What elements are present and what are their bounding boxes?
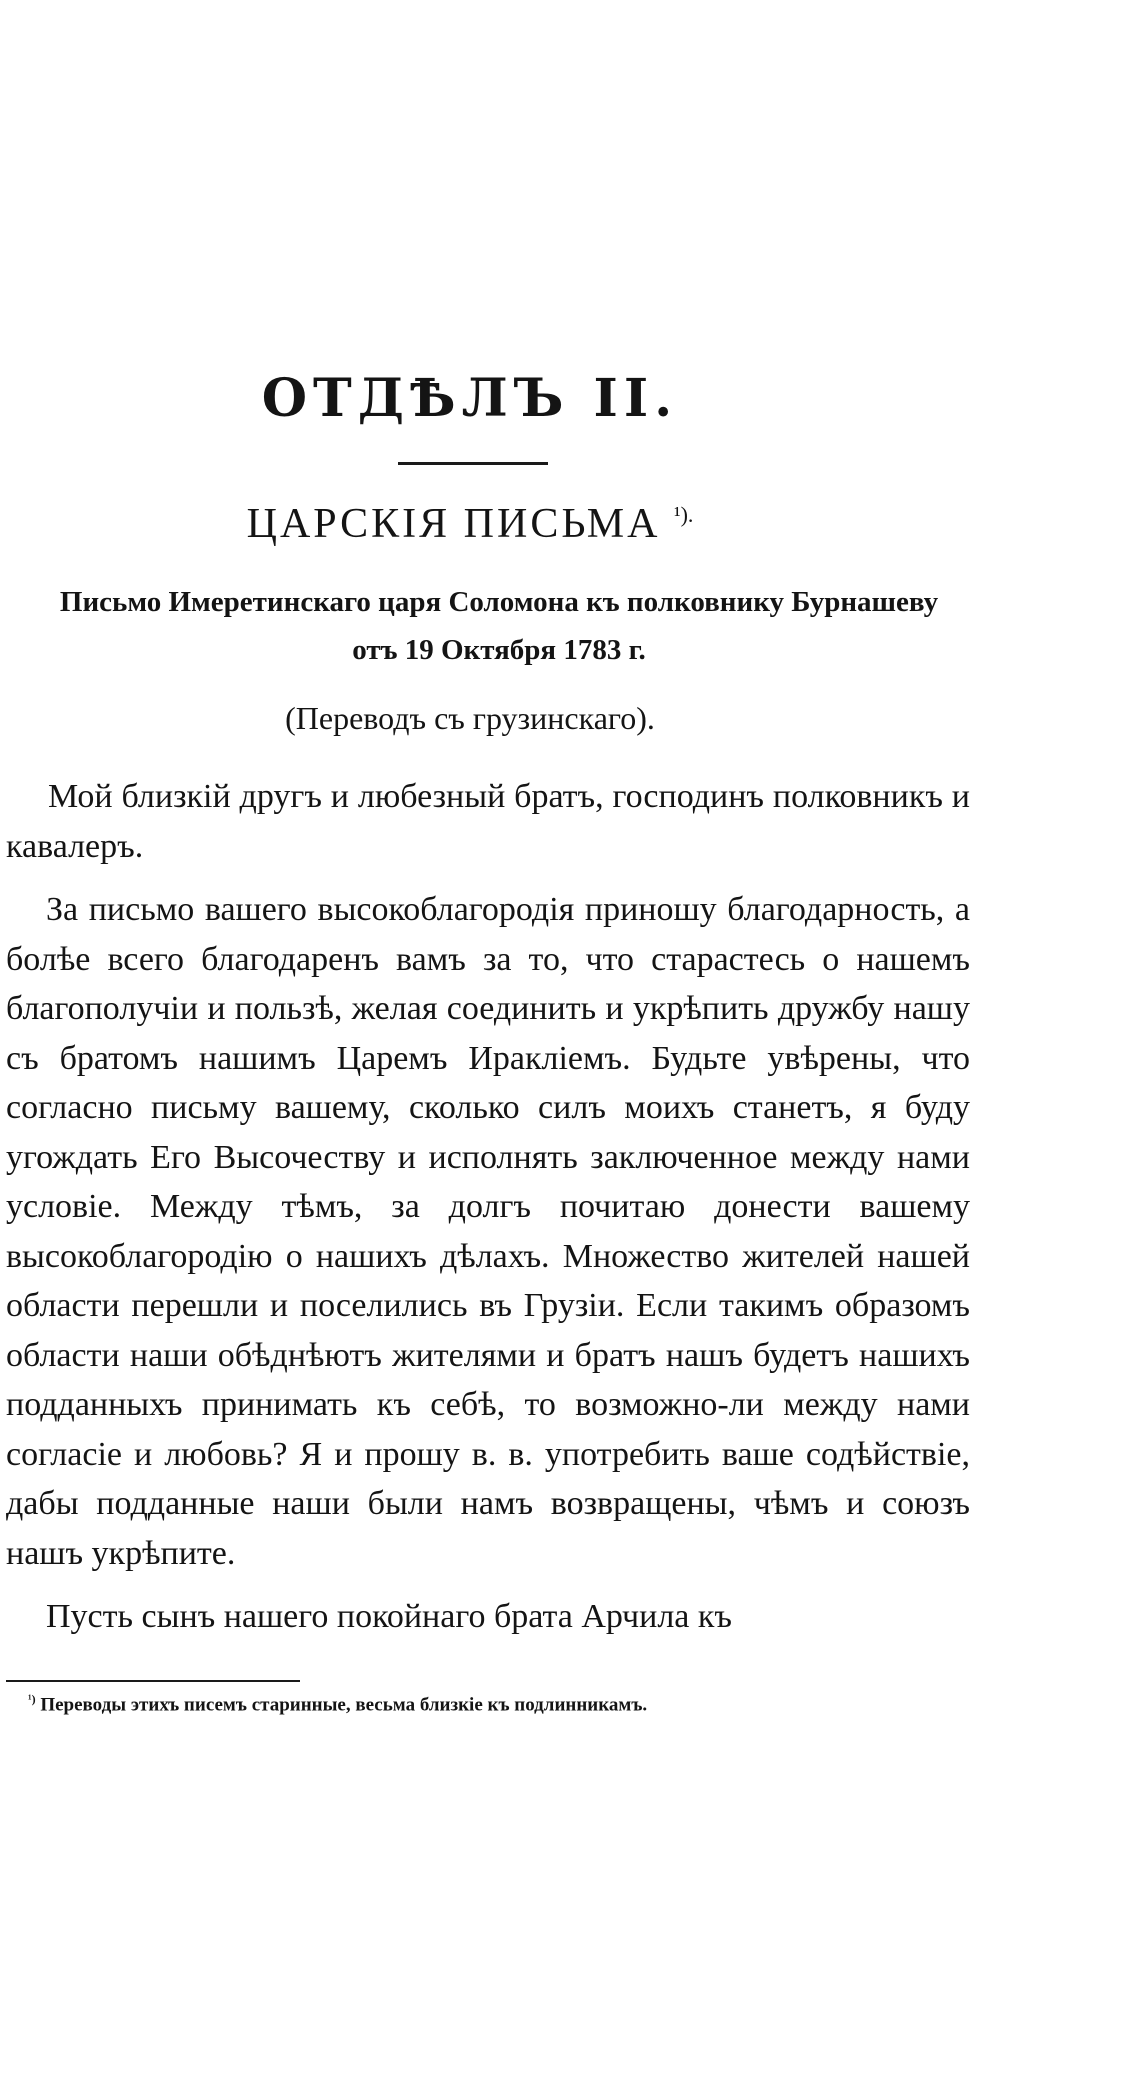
section-title: ОТДѢЛЪ II. (261, 368, 679, 429)
letter-body (6, 772, 970, 1656)
letter-heading-line-1: Письмо Имеретинскаго царя Соломона къ полковнику Бурнашеву (59, 586, 939, 618)
footnote (28, 1692, 968, 1716)
letters-title-text: ЦАРСКІЯ ПИСЬМА (246, 501, 661, 547)
footnote-divider (6, 1680, 300, 1682)
title-divider (398, 462, 548, 465)
paragraph: За письмо вашего высокоблагородія приношу благодарность, а болѣе всего благодаренъ вамъ за то, что старастесь о нашемъ благополучіи и пользѣ, желая соединить и укрѣпить дружбу нашу съ братомъ нашимъ Царемъ Иракліемъ. Будьте увѣрены, что согласно письму вашему, сколько силъ моихъ станетъ, я буду угождать Его Высочеству и исполнять заключенное между нами условіе. Между тѣмъ, за долгъ почитаю донести вашему высокоблагородію о нашихъ дѣлахъ. Множество жителей нашей области перешли и поселились въ Грузіи. Если такимъ образомъ области наши обѣднѣютъ жителями и братъ нашъ будетъ нашихъ подданныхъ принимать къ себѣ, то возможно-ли между нами согласіе и любовь? Я и прошу в. в. употребить ваше содѣйствіе, дабы подданные наши были намъ возвращены, чѣмъ и союзъ нашъ укрѣпите. (6, 891, 970, 1572)
footnote-reference: ¹). (673, 502, 694, 527)
letter-heading (28, 578, 970, 674)
translation-note: (Переводъ съ грузинскаго). (285, 700, 655, 736)
footnote-marker: ¹) (28, 1692, 36, 1706)
letters-title (0, 500, 940, 548)
letter-heading-line-2: отъ 19 Октября 1783 г. (352, 634, 646, 666)
paragraph: Мой близкій другъ и любезный братъ, господинъ полковникъ и кавалеръ. (6, 778, 970, 865)
footnote-text: Переводы этихъ писемъ старинные, весьма близкіе къ подлинникамъ. (40, 1694, 648, 1716)
paragraph: Пусть сынъ нашего покойнаго брата Арчила къ (46, 1598, 732, 1635)
